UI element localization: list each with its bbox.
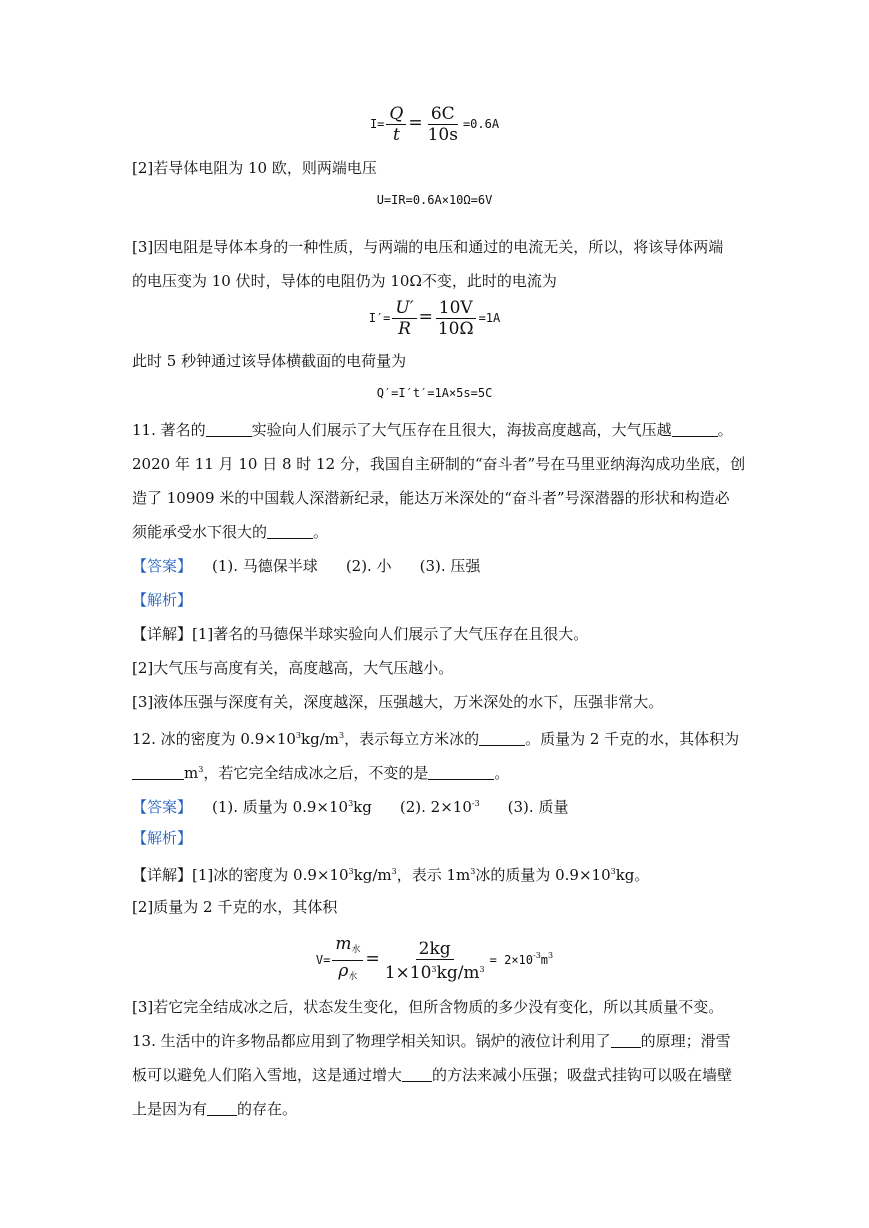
text: ，表示每立方米冰的 xyxy=(344,730,480,748)
text: 的存在。 xyxy=(237,1100,298,1118)
subscript: 水 xyxy=(351,945,361,955)
text: kg xyxy=(353,798,372,816)
numerator: U′ xyxy=(392,298,416,319)
explanation-line: [3]若它完全结成冰之后，状态发生变化，但所含物质的多少没有变化，所以其质量不变。 xyxy=(132,998,724,1016)
answer-blank xyxy=(402,1067,432,1082)
answer-blank xyxy=(672,422,718,437)
fraction xyxy=(332,934,363,987)
fraction xyxy=(382,939,488,983)
superscript: 3 xyxy=(295,731,301,740)
paragraph: 的电压变为 10 伏时，导体的电阻仍为 10Ω不变，此时的电流为 xyxy=(132,272,557,290)
answer-blank xyxy=(267,524,313,539)
explanation-line xyxy=(132,861,649,886)
numerator: Q xyxy=(386,104,406,125)
question-13-line xyxy=(132,1064,732,1086)
denominator xyxy=(382,960,488,983)
answer-item: (2). 2×10 xyxy=(399,798,472,816)
formula-charge: Q′=I′t′=1A×5s=5C xyxy=(376,386,493,400)
answer-item: (1). 质量为 0.9×10 xyxy=(212,798,349,816)
fraction xyxy=(392,298,416,339)
answer-item: (1). 马德保半球 xyxy=(212,557,318,575)
text: 。质量为 2 千克的水，其体积为 xyxy=(525,730,740,748)
numerator: 6C xyxy=(428,104,458,125)
equals-sign: = xyxy=(418,307,433,327)
analysis-tag: 【解析】 xyxy=(132,829,193,847)
question-11-line xyxy=(132,521,328,543)
equals-sign: = xyxy=(365,949,380,969)
superscript: 3 xyxy=(548,951,554,960)
text: m xyxy=(184,764,199,782)
superscript: 3 xyxy=(198,765,204,774)
answer-blank xyxy=(132,765,184,780)
formula-text: = 2×10 xyxy=(489,953,533,967)
superscript: 3 xyxy=(479,964,485,974)
answer-item: (2). 小 xyxy=(345,557,392,575)
fraction xyxy=(425,104,461,145)
answer-blank xyxy=(479,731,525,746)
subscript: 水 xyxy=(348,972,358,982)
fraction xyxy=(386,104,406,145)
text: [1]著名的马德保半球实验向人们展示了大气压存在且很大。 xyxy=(192,625,589,643)
text: kg/m xyxy=(301,730,339,748)
numerator xyxy=(332,934,363,961)
question-12-line xyxy=(132,759,509,784)
text: kg/m xyxy=(353,866,392,884)
explanation-line: [2]质量为 2 千克的水，其体积 xyxy=(132,898,338,916)
superscript: 3 xyxy=(338,731,345,740)
formula-text: =0.6A xyxy=(462,117,500,131)
superscript: -3 xyxy=(533,951,541,960)
text: 的方法来减小压强；吸盘式挂钩可以吸在墙壁 xyxy=(432,1066,733,1084)
explanation-line: [3]液体压强与深度有关，深度越深，压强越大，万米深处的水下，压强非常大。 xyxy=(132,693,664,711)
denominator: t xyxy=(392,125,400,145)
formula-voltage: U=IR=0.6A×10Ω=6V xyxy=(376,193,493,207)
superscript: -3 xyxy=(471,799,480,808)
question-11-line: 2020 年 11 月 10 日 8 时 12 分，我国自主研制的“奋斗者”号在马里亚纳海沟成功坐底，创 xyxy=(132,455,746,473)
text: 。 xyxy=(717,421,733,439)
answer-row xyxy=(132,555,480,577)
text: 板可以避免人们陷入雪地，这是通过增大 xyxy=(132,1066,403,1084)
text: 。 xyxy=(313,523,329,541)
denominator xyxy=(335,961,360,987)
question-12-line xyxy=(132,725,739,750)
question-11-line xyxy=(132,419,733,441)
text: 冰的质量为 0.9×10 xyxy=(475,866,611,884)
text: [1]冰的密度为 0.9×10 xyxy=(192,866,349,884)
fraction xyxy=(435,298,477,339)
answer-row xyxy=(132,793,568,818)
numerator: 10V xyxy=(436,298,476,319)
superscript: 3 xyxy=(391,867,397,876)
superscript: 3 xyxy=(431,964,437,974)
answer-blank xyxy=(207,1101,237,1116)
denominator: R xyxy=(398,319,411,339)
superscript: 3 xyxy=(348,799,354,808)
text: m xyxy=(335,934,352,954)
text: ，表示 1m xyxy=(396,866,471,884)
detail-tag: 【详解】 xyxy=(132,866,193,884)
answer-blank xyxy=(611,1033,641,1048)
text: 12. 冰的密度为 0.9×10 xyxy=(132,730,296,748)
analysis-tag: 【解析】 xyxy=(132,591,193,609)
text: kg。 xyxy=(615,866,650,884)
formula-volume xyxy=(0,934,869,987)
text: 的原理；滑雪 xyxy=(640,1032,731,1050)
answer-tag: 【答案】 xyxy=(132,798,193,816)
text: ρ xyxy=(338,961,349,981)
answer-tag: 【答案】 xyxy=(132,557,193,575)
equals-sign: = xyxy=(408,113,423,133)
formula-text: I′= xyxy=(368,311,391,325)
formula-text: I= xyxy=(369,117,385,131)
detail-tag: 【详解】 xyxy=(132,625,193,643)
text: 1×10 xyxy=(384,962,432,983)
superscript: 3 xyxy=(470,867,476,876)
text: 实验向人们展示了大气压存在且很大，海拔高度越高，大气压越 xyxy=(251,421,672,439)
paragraph: [2]若导体电阻为 10 欧，则两端电压 xyxy=(132,159,377,177)
formula-text: V= xyxy=(315,953,331,967)
formula-text: =1A xyxy=(478,311,501,325)
explanation-line: [2]大气压与高度有关，高度越高，大气压越小。 xyxy=(132,659,454,677)
paragraph: [3]因电阻是导体本身的一种性质，与两端的电压和通过的电流无关，所以，将该导体两端 xyxy=(132,238,724,256)
text: kg/m xyxy=(436,962,480,983)
numerator: 2kg xyxy=(416,939,454,960)
paragraph: 此时 5 秒钟通过该导体横截面的电荷量为 xyxy=(132,352,407,370)
explanation-line xyxy=(132,623,588,645)
formula-text: m xyxy=(540,953,549,967)
answer-blank xyxy=(428,765,494,780)
text: 11. 著名的 xyxy=(132,421,206,439)
superscript: 3 xyxy=(610,867,616,876)
text: ，若它完全结成冰之后，不变的是 xyxy=(203,764,429,782)
denominator: 10s xyxy=(427,125,458,145)
answer-item: (3). 质量 xyxy=(507,798,569,816)
question-13-line xyxy=(132,1030,731,1052)
question-11-line: 造了 10909 米的中国载人深潜新纪录，能达万米深处的“奋斗者”号深潜器的形状和构造必 xyxy=(132,489,730,507)
text: 上是因为有 xyxy=(132,1100,208,1118)
superscript: 3 xyxy=(348,867,354,876)
formula-new-current xyxy=(0,298,869,339)
answer-item: (3). 压强 xyxy=(419,557,481,575)
denominator: 10Ω xyxy=(437,319,474,339)
text: 13. 生活中的许多物品都应用到了物理学相关知识。锅炉的液位计利用了 xyxy=(132,1032,611,1050)
formula-current xyxy=(0,104,869,145)
answer-blank xyxy=(206,422,252,437)
text: 须能承受水下很大的 xyxy=(132,523,268,541)
question-13-line xyxy=(132,1098,297,1120)
text: 。 xyxy=(494,764,510,782)
